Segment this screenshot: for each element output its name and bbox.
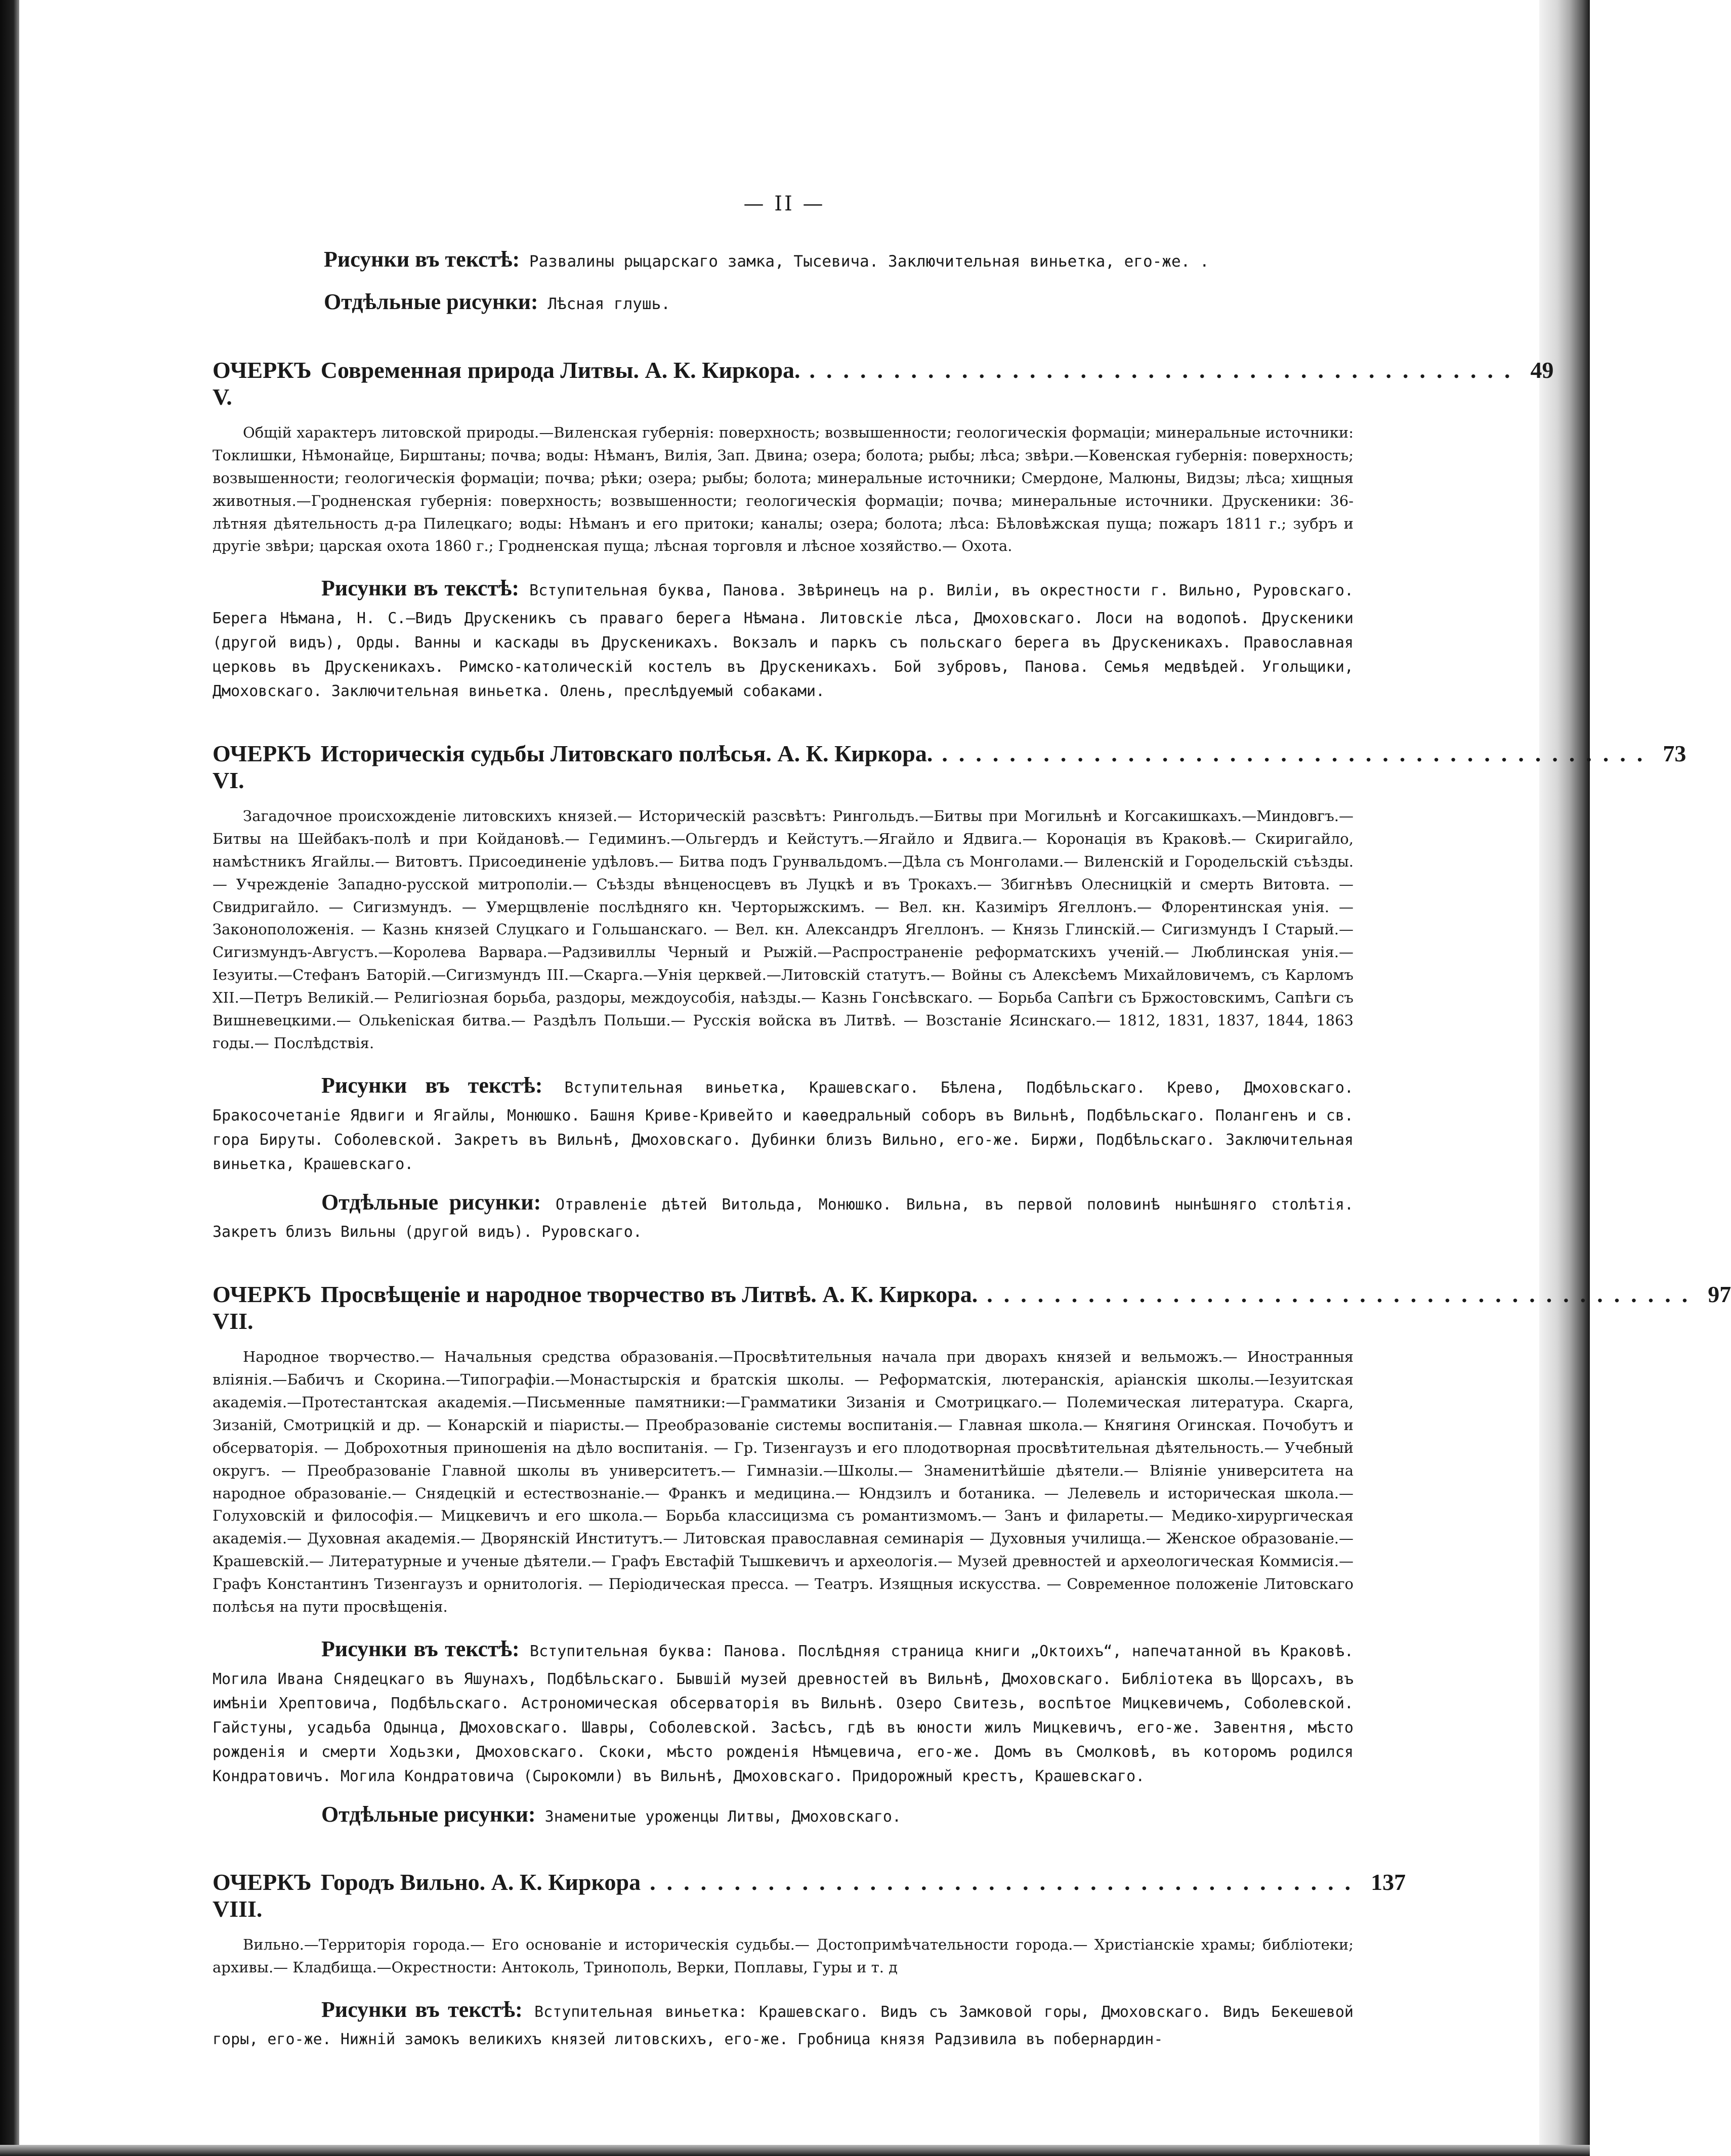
illus-text-label: Рисунки въ текстѣ: xyxy=(321,1636,520,1662)
essay-number: ОЧЕРКЪ VI. xyxy=(213,740,312,793)
leader-dots: .......................................... xyxy=(987,1281,1699,1307)
essay-illus-separate: Знаменитые уроженцы Литвы, Дмоховскаго. xyxy=(544,1807,902,1826)
essay-page: 137 xyxy=(1371,1869,1406,1895)
scan-bottom-edge xyxy=(0,2145,1590,2156)
illus-separate-label: Отдѣльные рисунки: xyxy=(321,1189,541,1215)
illus-separate-label: Отдѣльные рисунки: xyxy=(321,1801,536,1827)
intro-illus-separate: Лѣсная глушь. xyxy=(547,295,670,314)
illus-separate-label: Отдѣльные рисунки: xyxy=(324,289,538,315)
essay-separate-illustrations xyxy=(210,1797,1359,1832)
essay-number: ОЧЕРКЪ V. xyxy=(213,357,312,410)
illus-text-label: Рисунки въ текстѣ: xyxy=(321,576,520,601)
essay-page: 49 xyxy=(1530,357,1554,383)
essay-heading-vii xyxy=(210,1281,1731,1334)
essay-page: 97 xyxy=(1708,1281,1731,1307)
intro-separate-illustrations xyxy=(210,284,1359,320)
intro-illustrations-in-text xyxy=(210,242,1359,277)
essay-title: Просвѣщеніе и народное творчество въ Литвѣ. А. К. Киркора. xyxy=(320,1281,978,1307)
scan-right-edge xyxy=(1539,0,1590,2156)
essay-title: Городъ Вильно. А. К. Киркора xyxy=(320,1869,641,1895)
essay-illustrations-in-text xyxy=(210,1992,1359,2052)
essay-illustrations-in-text xyxy=(210,1631,1359,1788)
essay-heading-vi xyxy=(210,740,1686,794)
essay-illus-text: Вступительная виньетка, Крашевскаго. Бѣлена, Подбѣльскаго. Крево, Дмоховскаго. Бракосочетаніе Ядвиги и Ягайлы, Монюшко. Башня Криве-Кривейто и каѳедральный соборъ въ Вильнѣ, Подбѣльскаго. Полангенъ и св. гора Бируты. Соболевской. Закретъ въ Вильнѣ, Дмоховскаго. Дубинки близъ Вильно, его-же. Биржи, Подбѣльскаго. Заключительная виньетка, Крашевскаго. xyxy=(213,1079,1354,1173)
essay-illustrations-in-text xyxy=(210,1068,1359,1176)
leader-dots: .......................................... xyxy=(942,740,1654,766)
essay-illus-separate: Отравленіе дѣтей Витольда, Монюшко. Вильна, въ первой половинѣ нынѣшняго столѣтія. Закретъ близъ Вильны (другой видъ). Руровскаго. xyxy=(213,1195,1354,1241)
essay-illus-text: Вступительная буква, Панова. Звѣринецъ на р. Виліи, въ окрестности г. Вильно, Руровскаго. Берега Нѣмана, Н. С.—Видъ Друскеникъ съ праваго берега Нѣмана. Литовскіе лѣса, Дмоховскаго. Лоси на водопоѣ. Друскеники (другой видъ), Орды. Ванны и каскады въ Друскеникахъ. Вокзалъ и паркъ съ польскаго берега въ Друскеникахъ. Православная церковь въ Друскеникахъ. Римско-католическій костелъ въ Друскеникахъ. Бой зубровъ, Панова. Семья медвѣдей. Угольщики, Дмоховскаго. Заключительная виньетка. Олень, преслѣдуемый собаками. xyxy=(213,582,1354,700)
essay-number: ОЧЕРКЪ VIII. xyxy=(213,1869,312,1922)
essay-number: ОЧЕРКЪ VII. xyxy=(213,1281,312,1334)
illus-text-label: Рисунки въ текстѣ: xyxy=(321,1997,523,2022)
essay-title: Историческія судьбы Литовскаго полѣсья. А. К. Киркора. xyxy=(320,740,933,766)
essay-illus-text: Вступительная виньетка: Крашевскаго. Видъ съ Замковой горы, Дмоховскаго. Видъ Бекешевой горы, его-же. Нижній замокъ великихъ князей литовскихъ, его-же. Гробница князя Радзивила въ побернардин- xyxy=(213,2003,1354,2049)
essay-illus-text: Вступительная буква: Панова. Послѣдняя страница книги „Октоихъ“, напечатанной въ Краковѣ. Могила Ивана Снядецкаго въ Яшунахъ, Подбѣльскаго. Бывшій музей древностей въ Вильнѣ, Дмоховскаго. Библіотека въ Щорсахъ, въ имѣніи Хрептовича, Подбѣльскаго. Астрономическая обсерваторія въ Вильнѣ. Озеро Свитезь, воспѣтое Мицкевичемъ, Соболевской. Гайстуны, усадьба Одынца, Дмоховскаго. Шавры, Соболевской. Засѣсъ, гдѣ въ юности жилъ Мицкевичъ, его-же. Завентня, мѣсто рожденія и смерти Ходьзки, Дмоховскаго. Скоки, мѣсто рожденія Нѣмцевича, его-же. Домъ въ Смолковѣ, въ которомъ родился Кондратовичъ. Могила Кондратовича (Сырокомли) въ Вильнѣ, Дмоховскаго. Придорожный крестъ, Крашевскаго. xyxy=(213,1643,1354,1785)
essay-page: 73 xyxy=(1663,740,1686,766)
illus-text-label: Рисунки въ текстѣ: xyxy=(324,247,520,272)
document-page xyxy=(210,192,1731,2060)
essay-heading-viii xyxy=(210,1869,1406,1922)
leader-dots: .......................................... xyxy=(809,357,1522,383)
essay-separate-illustrations xyxy=(210,1185,1359,1244)
scan-left-edge xyxy=(0,0,19,2156)
page-number: — II — xyxy=(743,192,825,215)
essay-summary: Общій характеръ литовской природы.—Виленская губернія: поверхность; возвышенности; геологическія формаціи; минеральные источники: Токлишки, Нѣмонайце, Бирштаны; почва; воды: Нѣманъ, Вилія, Зап. Двина; озера; болота; рыбы; лѣса; звѣри.—Ковенская губернія: поверхность; возвышенности; геологическія формаціи; почва; рѣки; озера; рыбы; болота; минеральные источники; Смердоне, Малюны, Видзы; лѣса; хищныя животныя.—Гродненская губернія: поверхность; возвышенности; геологическія формаціи; почва; минеральные источники. Друскеники: 36-лѣтняя дѣятельность д-ра Пилецкаго; воды: Нѣманъ и его притоки; каналы; озера; болота; лѣса: Бѣловѣжская пуща; пожаръ 1811 г.; зубръ и другіе звѣри; царская охота 1860 г.; Гродненская пуща; лѣсная торговля и лѣсное хозяйство.— Охота. xyxy=(213,423,1354,555)
leader-dots: .......................................... xyxy=(650,1869,1362,1895)
essay-heading-v xyxy=(210,357,1554,410)
illus-text-label: Рисунки въ текстѣ: xyxy=(321,1073,543,1098)
essay-summary: Вильно.—Территорія города.— Его основаніе и историческія судьбы.— Достопримѣчательности города.— Христіанскіе храмы; библіотеки; архивы.— Кладбища.—Окрестности: Антоколь, Тринополь, Верки, Поплавы, Гуры и т. д xyxy=(213,1935,1354,1976)
essay-summary: Народное творчество.— Начальныя средства образованія.—Просвѣтительныя начала при дворахъ князей и вельможъ.— Иностранныя вліянія.—Бабичъ и Скорина.—Типографіи.—Монастырскія и братскія школы. — Реформатскія, лютеранскія, аріанскія школы.—Іезуитская академія.—Протестантская академія.—Письменные памятники:—Грамматики Зизанія и Смотрицкаго.— Полемическая литература. Скарга, Зизаній, Смотрицкій и др. — Конарскій и піаристы.— Преобразованіе системы воспитанія.— Главная школа.— Княгиня Огинская. Почобутъ и обсерваторія. — Доброхотныя приношенія на дѣло воспитанія. — Гр. Тизенгаузъ и его плодотворная просвѣтительная дѣятельность.— Учебный округъ. — Преобразованіе Главной школы въ университетъ.— Гимназіи.—Школы.— Знаменитѣйшіе дѣятели.— Вліяніе университета на народное образованіе.— Снядецкій и естествознаніе.— Франкъ и медицина.— Юндзилъ и ботаника. — Лелевель и историческая школа.— Голуховскій и философія.— Мицкевичъ и его школа.— Борьба классицизма съ романтизмомъ.— Занъ и филареты.— Медико-хирургическая академія.— Духовная академія.— Дворянскій Институтъ.— Литовская православная семинарія — Духовныя училища.— Женское образованіе.— Крашевскій.— Литературные и ученые дѣятели.— Графъ Евстафій Тышкевичъ и археологія.— Музей древностей и археологическая Коммисія.— Графъ Константинъ Тизенгаузъ и орнитологія. — Періодическая пресса. — Театръ. Изящныя искусства. — Современное положеніе Литовскаго полѣсья на пути просвѣщенія. xyxy=(213,1348,1354,1616)
essay-title: Современная природа Литвы. А. К. Киркора. xyxy=(320,357,800,383)
essay-illustrations-in-text xyxy=(210,571,1359,703)
intro-illus-text: Развалины рыцарскаго замка, Тысевича. Заключительная виньетка, его-же. . xyxy=(529,252,1209,271)
essay-summary: Загадочное происхожденіе литовскихъ князей.— Историческій разсвѣтъ: Рингольдъ.—Битвы при Могильнѣ и Когсакишкахъ.—Миндовгъ.— Битвы на Шейбакъ-полѣ и при Койдановѣ.— Гедиминъ.—Ольгердъ и Кейстутъ.—Ягайло и Ядвига.— Коронація въ Краковѣ.— Скиригайло, намѣстникъ Ягайлы.— Витовтъ. Присоединеніе удѣловъ.— Битва подъ Грунвальдомъ.—Дѣла съ Монголами.— Виленскій и Городельскій съѣзды. — Учрежденіе Западно-русской митрополіи.— Съѣзды вѣнценосцевъ въ Луцкѣ и въ Трокахъ.— Збигнѣвъ Олесницкій и смерть Витовта. — Свидригайло. — Сигизмундъ. — Умерщвленіе послѣдняго кн. Черторыжскимъ. — Вел. кн. Казиміръ Ягеллонъ.— Флорентинская унія. — Законоположенія. — Казнь князей Слуцкаго и Гольшанскаго. — Вел. кн. Александръ Ягеллонъ. — Князь Глинскій.— Сигизмундъ I Старый.—Сигизмундъ-Августъ.—Королева Варвара.—Радзивиллы Черный и Рыжій.—Распространеніе реформатскихъ ученій.— Люблинская унія.—Іезуиты.—Стефанъ Баторій.—Сигизмундъ III.—Скарга.—Унія церквей.—Литовскій статутъ.— Войны съ Алексѣемъ Михайловичемъ, съ Карломъ XII.—Петръ Великій.— Религіозная борьба, раздоры, междоусобія, наѣзды.— Казнь Гонсѣвскаго. — Борьба Сапѣги съ Бржостовскимъ, Сапѣги съ Вишневецкими.— Ольkenicкая битва.— Раздѣлъ Польши.— Русскія войска въ Литвѣ. — Возстаніе Ясинскаго.— 1812, 1831, 1837, 1844, 1863 годы.— Послѣдствія. xyxy=(213,807,1354,1052)
